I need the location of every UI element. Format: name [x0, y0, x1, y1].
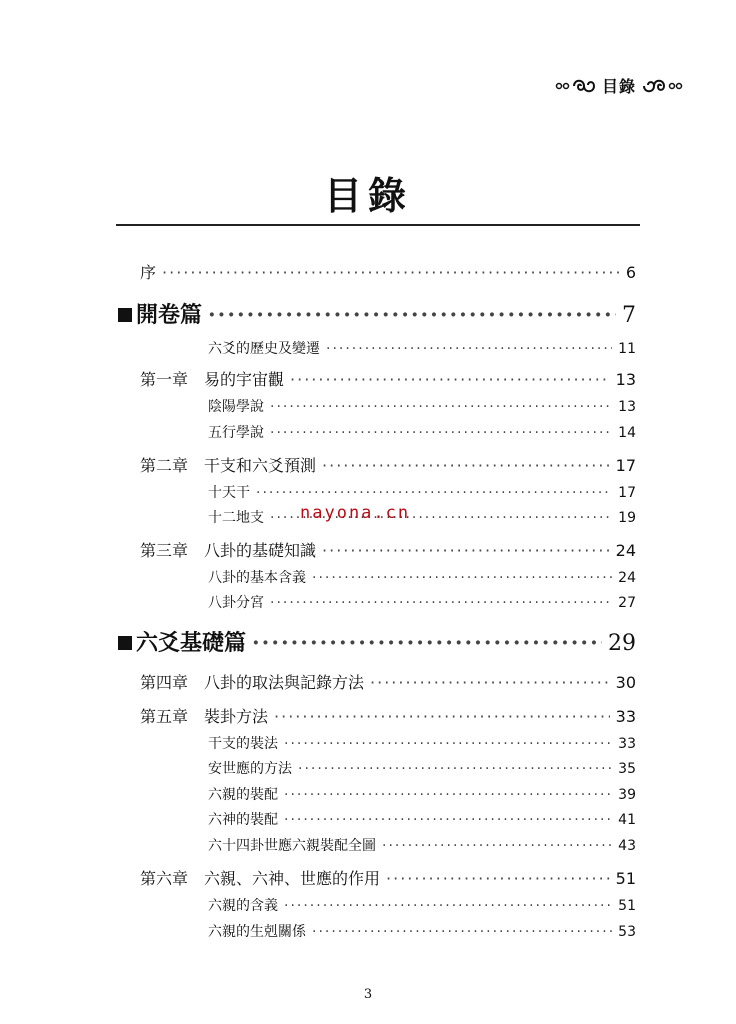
toc-entry-tiangan[interactable]: 十天干 ····· 17 — [208, 482, 636, 502]
leader-dots — [208, 302, 616, 328]
toc-entry-liuqin[interactable]: 六親的裝配 ····· 39 — [208, 784, 636, 804]
toc-entry-liuqin-relations[interactable]: 六親的生剋關係 ····· 53 — [208, 921, 636, 941]
toc-section-label: 開卷篇 — [136, 302, 203, 328]
toc-entry-bagua-meaning[interactable]: 八卦的基本含義 ····· 24 — [208, 567, 636, 587]
toc-chapter-2[interactable]: 第二章 干支和六爻預測 ····· 17 — [140, 453, 636, 476]
toc-entry-dizhi[interactable]: 十二地支 ····· 19 — [208, 507, 636, 527]
toc-chapter-5[interactable]: 第五章 裝卦方法 ····· 33 — [140, 704, 636, 727]
toc-section-page: 7 — [622, 303, 636, 328]
toc-entry-ganzhi-setup[interactable]: 干支的裝法 ····· 33 — [208, 733, 636, 753]
toc-entry-yinyang[interactable]: 陰陽學說 ····· 13 — [208, 396, 636, 416]
toc-entry-page: 6 — [625, 263, 636, 282]
toc-entry-64gua-chart[interactable]: 六十四卦世應六親裝配全圖 ····· 43 — [208, 835, 636, 855]
page-title: 目錄 — [323, 174, 412, 218]
watermark: nayona.cn — [300, 503, 411, 523]
black-square-icon — [118, 308, 132, 322]
page-number: 3 — [363, 987, 373, 1002]
toc-section-liuyao-basics[interactable]: 六爻基礎篇 ····· 29 — [118, 626, 636, 657]
toc-chapter-1[interactable]: 第一章 易的宇宙觀 ····· 13 — [140, 367, 636, 390]
toc-entry-bagua-palaces[interactable]: 八卦分宮 ····· 27 — [208, 592, 636, 612]
toc-entry-liushen[interactable]: 六神的裝配 ····· 41 — [208, 809, 636, 829]
toc-entry-wuxing[interactable]: 五行學說 ····· 14 — [208, 422, 636, 442]
toc-entry-liuqin-meaning[interactable]: 六親的含義 ····· 51 — [208, 895, 636, 915]
toc-chapter-3[interactable]: 第三章 八卦的基礎知識 ····· 24 — [140, 538, 636, 561]
toc-entry-label: 序 — [140, 263, 157, 282]
toc-entry-shiying[interactable]: 安世應的方法 ····· 35 — [208, 758, 636, 778]
toc-chapter-4[interactable]: 第四章 八卦的取法與記錄方法 ····· 30 — [140, 670, 636, 693]
leader-dots — [162, 263, 620, 282]
header-text: 目錄 — [601, 77, 636, 96]
toc-entry-history[interactable]: 六爻的歷史及變遷 ····· 11 — [208, 338, 636, 358]
black-square-icon — [118, 636, 132, 650]
toc-chapter-6[interactable]: 第六章 六親、六神、世應的作用 ····· 51 — [140, 866, 636, 889]
toc-section-kaijuan[interactable] — [118, 298, 636, 329]
toc-entry-preface[interactable] — [140, 260, 636, 283]
